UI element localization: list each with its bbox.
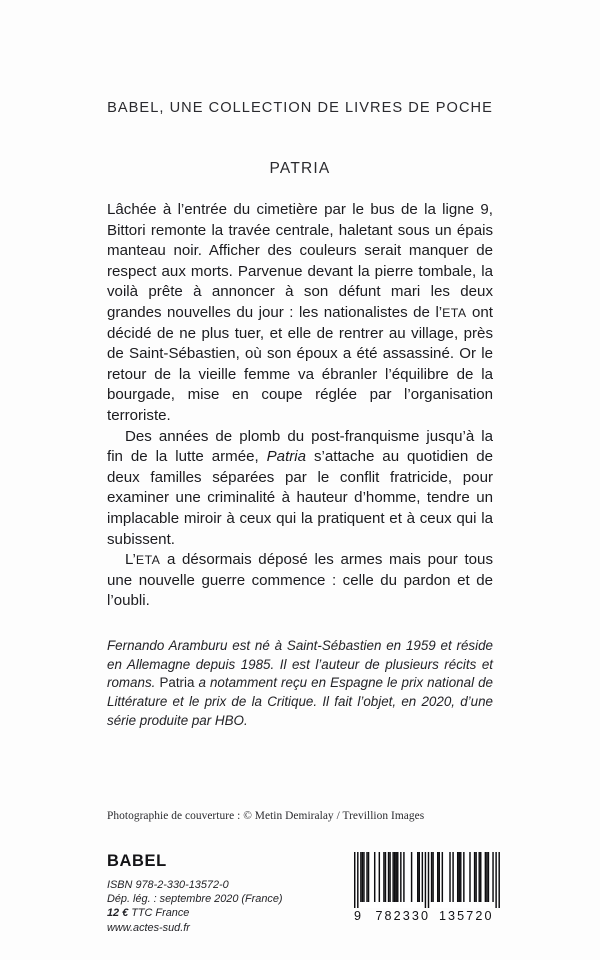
- website-line: www.actes-sud.fr: [107, 921, 190, 934]
- blurb-paragraph-1: [107, 200, 493, 427]
- barcode-group-left: 782330: [375, 909, 431, 923]
- barcode-digits: [354, 909, 500, 923]
- barcode-bars-icon: [354, 852, 500, 908]
- legal-info: [107, 878, 283, 935]
- blurb-p1-part1: Lâchée à l’entrée du cimetière par le bus de la ligne 9, Bittori remonte la travée centrale, haletant sous un épais manteau noir. Afficher des couleurs serait manquer de respect aux morts. Parvenue devant la pierre tombale, la voilà prête à annoncer à son défunt mari les deux grandes nouvelles du jour : les nationalistes de l’: [107, 201, 493, 321]
- legal-deposit-line: Dép. lég. : septembre 2020 (France): [107, 893, 283, 906]
- cover-photo-credit: Photographie de couverture : © Metin Demiralay / Trevillion Images: [107, 810, 425, 822]
- bio-part2: a notamment reçu en Espagne le prix national de Littérature et le prix de la Critique. Il fait l’objet, en 2020, d’une série produite par HBO.: [107, 675, 493, 728]
- price-value: 12 €: [107, 907, 129, 920]
- blurb-paragraph-2: [107, 427, 493, 551]
- blurb-p3-part2: a désormais déposé les armes mais pour tous une nouvelle guerre commence : celle du pardon et de l’oubli.: [107, 551, 493, 610]
- barcode: [354, 852, 500, 923]
- bio-book-title: Patria: [159, 675, 195, 691]
- price-suffix: TTC France: [128, 907, 190, 920]
- barcode-group-right: 135720: [438, 909, 494, 923]
- isbn-line: ISBN 978-2-330-13572-0: [107, 879, 229, 891]
- blurb-p2-book-title: Patria: [266, 448, 307, 466]
- blurb-p3-eta: ETA: [135, 553, 161, 568]
- blurb-p1-part2: ont décidé de ne plus tuer, et elle de rentrer au village, près de Saint-Sébastien, où son époux a été assassiné. Or le retour de la vieille femme va ébranler l’équilibre de la bourgade, mise en coupe réglée par l’organisation terroriste.: [107, 303, 493, 424]
- blurb-paragraph-3: [107, 550, 493, 612]
- barcode-number-groups: [367, 909, 500, 923]
- blurb-p1-eta: ETA: [442, 305, 467, 320]
- price-line: [107, 906, 283, 920]
- collection-header: BABEL, UNE COLLECTION DE LIVRES DE POCHE: [107, 100, 493, 116]
- blurb-p2-part1: Des années de plomb du post-franquisme jusqu’à la fin de la lutte armée,: [107, 427, 493, 466]
- author-biography: [107, 637, 493, 731]
- barcode-lead-digit: 9: [354, 909, 364, 923]
- footer: [107, 852, 500, 947]
- blurb-p2-part2: s’attache au quotidien de deux familles séparées par le conflit fratricide, pour examiner une criminalité à hauteur d’homme, tendre un implacable miroir à ceux qui la pratiquent et à ceux qui la subissent.: [107, 448, 494, 548]
- bio-part1: Fernando Aramburu est né à Saint-Sébastien en 1959 et réside en Allemagne depuis 1985. Il est l’auteur de plusieurs récits et romans.: [107, 638, 493, 691]
- blurb-p3-part1: L’: [125, 551, 136, 569]
- page-title: PATRIA: [269, 160, 331, 177]
- imprint-name: BABEL: [107, 852, 167, 870]
- blurb-text: [107, 200, 493, 612]
